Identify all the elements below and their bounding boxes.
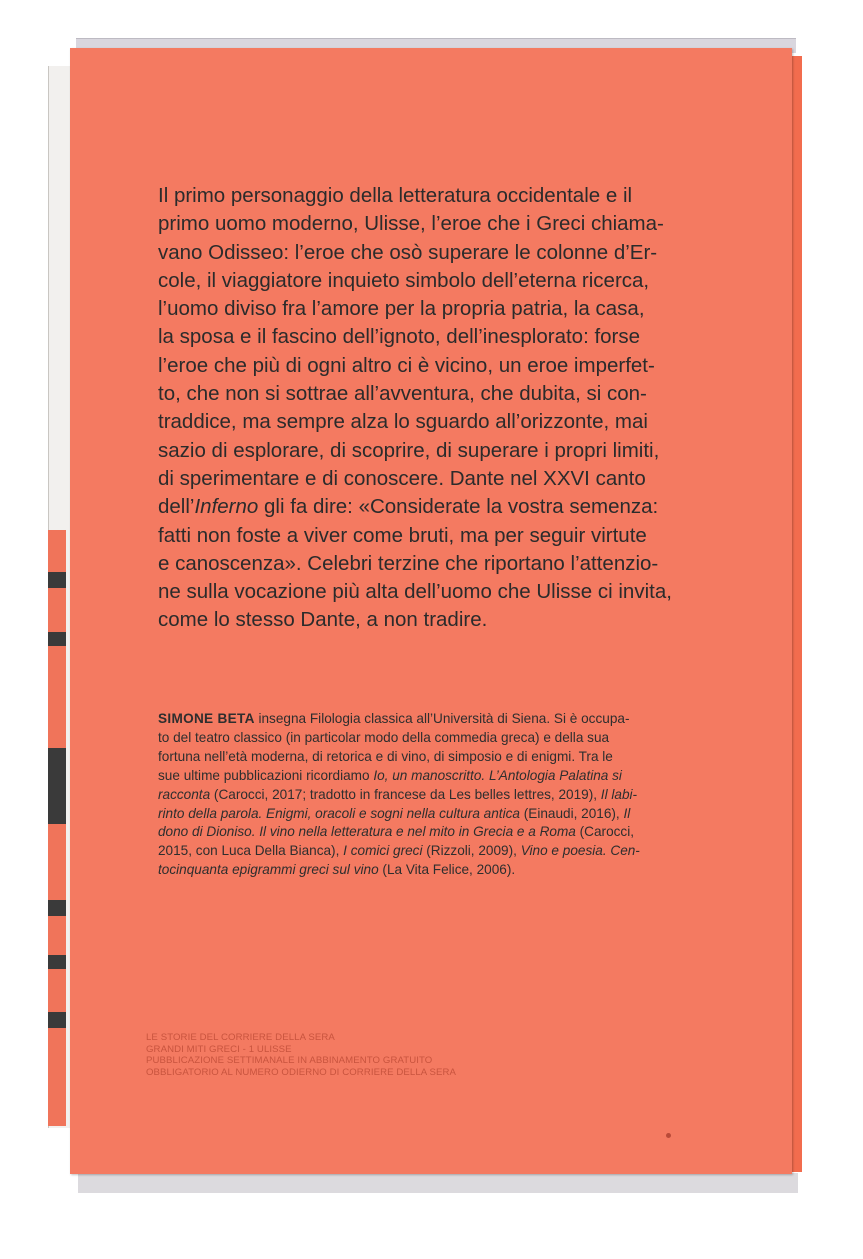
blurb-line: primo uomo moderno, Ulisse, l’eroe che i Greci chiama-	[158, 212, 664, 236]
blurb-text-span: gli fa dire: «Considerate la vostra semenza:	[258, 495, 659, 519]
book-title: tocinquanta epigrammi greci sul vino	[158, 862, 379, 878]
bio-line	[158, 767, 720, 786]
spine-mark	[48, 955, 66, 969]
book-title: racconta	[158, 786, 211, 802]
spine-mark	[48, 900, 66, 916]
author-bio	[158, 710, 720, 880]
blurb-text	[158, 182, 750, 635]
blurb-line: sazio di esplorare, di scoprire, di superare i propri limiti,	[158, 438, 660, 462]
book-title: Vino e poesia. Cen-	[520, 843, 640, 859]
footer-line: GRANDI MITI GRECI - 1 ULISSE	[146, 1043, 292, 1055]
blurb-line: Il primo personaggio della letteratura occidentale e il	[158, 184, 633, 207]
blurb-line-inferno	[158, 493, 750, 521]
blurb-line: fatti non foste a viver come bruti, ma per seguir virtute	[158, 523, 647, 547]
blurb-line: l’eroe che più di ogni altro ci è vicino, un eroe imperfet-	[158, 353, 655, 377]
book-title: dono di Dioniso. Il vino nella letteratura e nel mito in Grecia e a Roma	[158, 824, 576, 840]
bio-line	[158, 842, 720, 861]
book-title: Io, un manoscritto. L’Antologia Palatina si	[373, 767, 622, 783]
bio-line	[158, 861, 720, 880]
spine-mark	[48, 572, 66, 588]
blurb-last-line: come lo stesso Dante, a non tradire.	[158, 608, 488, 632]
blurb-line: traddice, ma sempre alza lo sguardo all’orizzonte, mai	[158, 410, 648, 434]
bio-line	[158, 823, 720, 842]
cover-spot	[666, 1133, 671, 1138]
book-bottom-edge	[78, 1173, 798, 1193]
book-title: rinto della parola. Enigmi, oracoli e sogni nella cultura antica	[158, 805, 520, 821]
blurb-line: l’uomo diviso fra l’amore per la propria patria, la casa,	[158, 297, 645, 321]
blurb-line: ne sulla vocazione più alta dell’uomo che Ulisse ci invita,	[158, 580, 672, 604]
book-title: Il labi-	[600, 786, 638, 802]
spine-mark	[48, 632, 66, 646]
footer-line: OBBLIGATORIO AL NUMERO ODIERNO DI CORRIERE DELLA SERA	[146, 1066, 457, 1078]
bio-text: (Rizzoli, 2009),	[422, 843, 521, 859]
bio-line	[158, 786, 720, 805]
bio-line: to del teatro classico (in particolar modo della commedia greca) e della sua	[158, 729, 610, 745]
spine-mark	[48, 748, 66, 824]
publication-footer	[146, 1032, 456, 1078]
footer-line: LE STORIE DEL CORRIERE DELLA SERA	[146, 1032, 335, 1043]
bio-text: (Einaudi, 2016),	[519, 805, 624, 821]
bio-text: 2015, con Luca Della Bianca),	[158, 843, 344, 859]
bio-text: (Carocci, 2017; tradotto in francese da Les belles lettres, 2019),	[210, 786, 601, 802]
blurb-line: e canoscenza». Celebri terzine che riportano l’attenzio-	[158, 551, 659, 575]
blurb-line: cole, il viaggiatore inquieto simbolo dell’eterna ricerca,	[158, 268, 650, 292]
author-name: SIMONE BETA	[158, 711, 255, 726]
bio-text: sue ultime pubblicazioni ricordiamo	[158, 767, 374, 783]
inferno-title: Inferno	[194, 495, 259, 519]
blurb-text-span: dell’	[158, 495, 195, 519]
bio-line	[158, 710, 720, 729]
spine-mark	[48, 1012, 66, 1028]
blurb-line: to, che non si sottrae all’avventura, che dubita, si con-	[158, 382, 647, 406]
footer-line: PUBBLICAZIONE SETTIMANALE IN ABBINAMENTO GRATUITO	[146, 1055, 433, 1067]
book-title: Il	[623, 805, 631, 821]
bio-line	[158, 805, 720, 824]
bio-text: (La Vita Felice, 2006).	[378, 862, 516, 878]
blurb-line: di sperimentare e di conoscere. Dante nel XXVI canto	[158, 466, 646, 490]
bio-line: fortuna nell’età moderna, di retorica e di vino, di simposio e di enigmi. Tra le	[158, 748, 613, 764]
book-spine-strip	[48, 530, 66, 1126]
bio-text: (Carocci,	[575, 824, 635, 840]
blurb-line: la sposa e il fascino dell’ignoto, dell’inesplorato: forse	[158, 325, 641, 349]
book-title: I comici greci	[343, 843, 423, 859]
bio-text: insegna Filologia classica all’Università di Siena. Si è occupa-	[254, 711, 630, 726]
blurb-line: vano Odisseo: l’eroe che osò superare le colonne d’Er-	[158, 240, 658, 264]
